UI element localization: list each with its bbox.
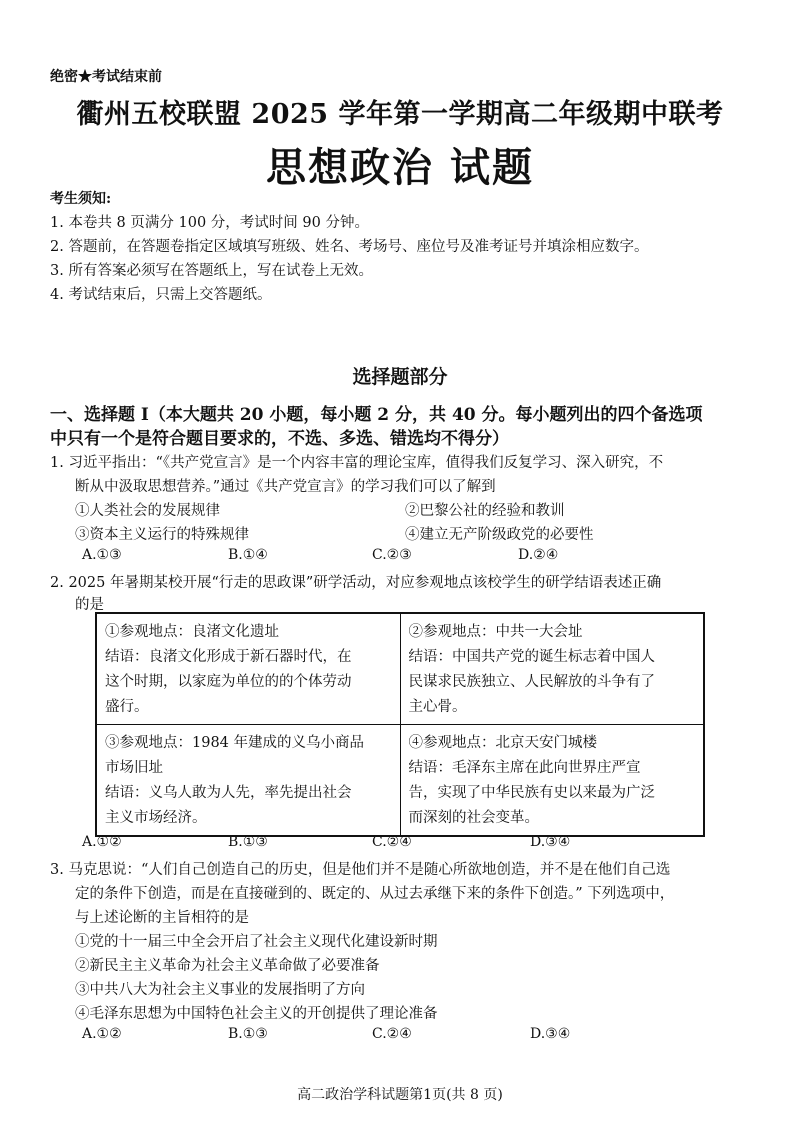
site-conclusion: 结语：毛泽东主席在此向世界庄严宣 [408,760,641,776]
question-1-option: ①人类社会的发展规律 [75,503,220,519]
site-conclusion: 而深刻的社会变革。 [408,810,539,826]
answer-choice-b: B.①③ [228,834,268,850]
notice-item: 3. 所有答案必须写在答题纸上，写在试卷上无效。 [50,263,373,279]
subject-title: 思想政治 试题 [266,144,534,191]
exam-title: 衢州五校联盟 2025 学年第一学期高二年级期中联考 [76,99,724,130]
site-cell-1 [96,613,400,725]
question-1-text: 1. 习近平指出：“《共产党宣言》是一个内容丰富的理论宝库，值得我们反复学习、深入研究，不 [50,455,664,471]
question-3-option: ②新民主主义革命为社会主义革命做了必要准备 [75,958,380,974]
site-name: ③参观地点：1984 年建成的义乌小商品 [105,735,365,751]
site-cell-3 [96,725,400,837]
notice-item: 4. 考试结束后，只需上交答题纸。 [50,287,272,303]
site-conclusion: 主心骨。 [408,699,467,715]
answer-choice-c: C.②④ [372,1026,412,1042]
question-1-option: ②巴黎公社的经验和教训 [405,503,565,519]
answer-choice-a: A.①③ [82,547,122,563]
site-conclusion: 结语：中国共产党的诞生标志着中国人 [408,649,655,665]
question-1-option: ③资本主义运行的特殊规律 [75,527,249,543]
site-conclusion: 民谋求民族独立、人民解放的斗争有了 [408,674,655,690]
question-3-option: ③中共八大为社会主义事业的发展指明了方向 [75,982,365,998]
notice-item: 2. 答题前，在答题卷指定区域填写班级、姓名、考场号、座位号及准考证号并填涂相应数字。 [50,239,649,255]
question-2-text: 的是 [75,597,104,613]
answer-choice-d: D.③④ [530,834,571,850]
question-3-text: 定的条件下创造，而是在直接碰到的、既定的、从过去承继下来的条件下创造。” 下列选项中， [75,886,675,902]
question-3-text: 与上述论断的主旨相符的是 [75,910,249,926]
section-title: 选择题部分 [352,366,448,388]
part-heading: 一、选择题 I（本大题共 20 小题，每小题 2 分，共 40 分。每小题列出的四个备选项 [50,405,703,425]
question-3-option: ④毛泽东思想为中国特色社会主义的开创提供了理论准备 [75,1006,438,1022]
site-name: ②参观地点：中共一大会址 [408,624,583,640]
question-3-option: ①党的十一届三中全会开启了社会主义现代化建设新时期 [75,934,438,950]
answer-choice-a: A.①② [82,1026,122,1042]
site-conclusion: 主义市场经济。 [105,810,207,826]
confidential-mark: 绝密★考试结束前 [50,69,162,85]
question-3-text: 3. 马克思说：“人们自己创造自己的历史，但是他们并不是随心所欲地创造，并不是在他们自己选 [50,862,671,878]
question-1-text: 断从中汲取思想营养。”通过《共产党宣言》的学习我们可以了解到 [75,479,496,495]
question-1-option: ④建立无产阶级政党的必要性 [405,527,594,543]
answer-choice-c: C.②③ [372,547,412,563]
page-footer: 高二政治学科试题第1页(共 8 页) [297,1087,503,1103]
site-conclusion: 告，实现了中华民族有史以来最为广泛 [408,785,655,801]
site-conclusion: 这个时期，以家庭为单位的的个体劳动 [105,674,352,690]
site-conclusion: 市场旧址 [105,760,163,776]
answer-choice-a: A.①② [82,834,122,850]
answer-choice-d: D.③④ [530,1026,571,1042]
site-conclusion: 结语：良渚文化形成于新石器时代，在 [105,649,352,665]
site-name: ④参观地点：北京天安门城楼 [408,735,597,751]
part-heading: 中只有一个是符合题目要求的，不选、多选、错选均不得分） [50,429,509,449]
site-conclusion: 结语：义乌人敢为人先，率先提出社会 [105,785,352,801]
question-2-text: 2. 2025 年暑期某校开展“行走的思政课”研学活动，对应参观地点该校学生的研学结语表述正确 [50,575,662,591]
site-cell-4 [400,725,704,837]
answer-choice-d: D.②④ [518,547,559,563]
study-site-table [95,612,705,837]
notice-heading: 考生须知: [50,191,112,207]
site-cell-2 [400,613,704,725]
notice-item: 1. 本卷共 8 页满分 100 分，考试时间 90 分钟。 [50,215,369,231]
site-conclusion: 盛行。 [105,699,149,715]
answer-choice-b: B.①④ [228,547,268,563]
answer-choice-b: B.①③ [228,1026,268,1042]
site-name: ①参观地点：良渚文化遗址 [105,624,279,640]
answer-choice-c: C.②④ [372,834,412,850]
